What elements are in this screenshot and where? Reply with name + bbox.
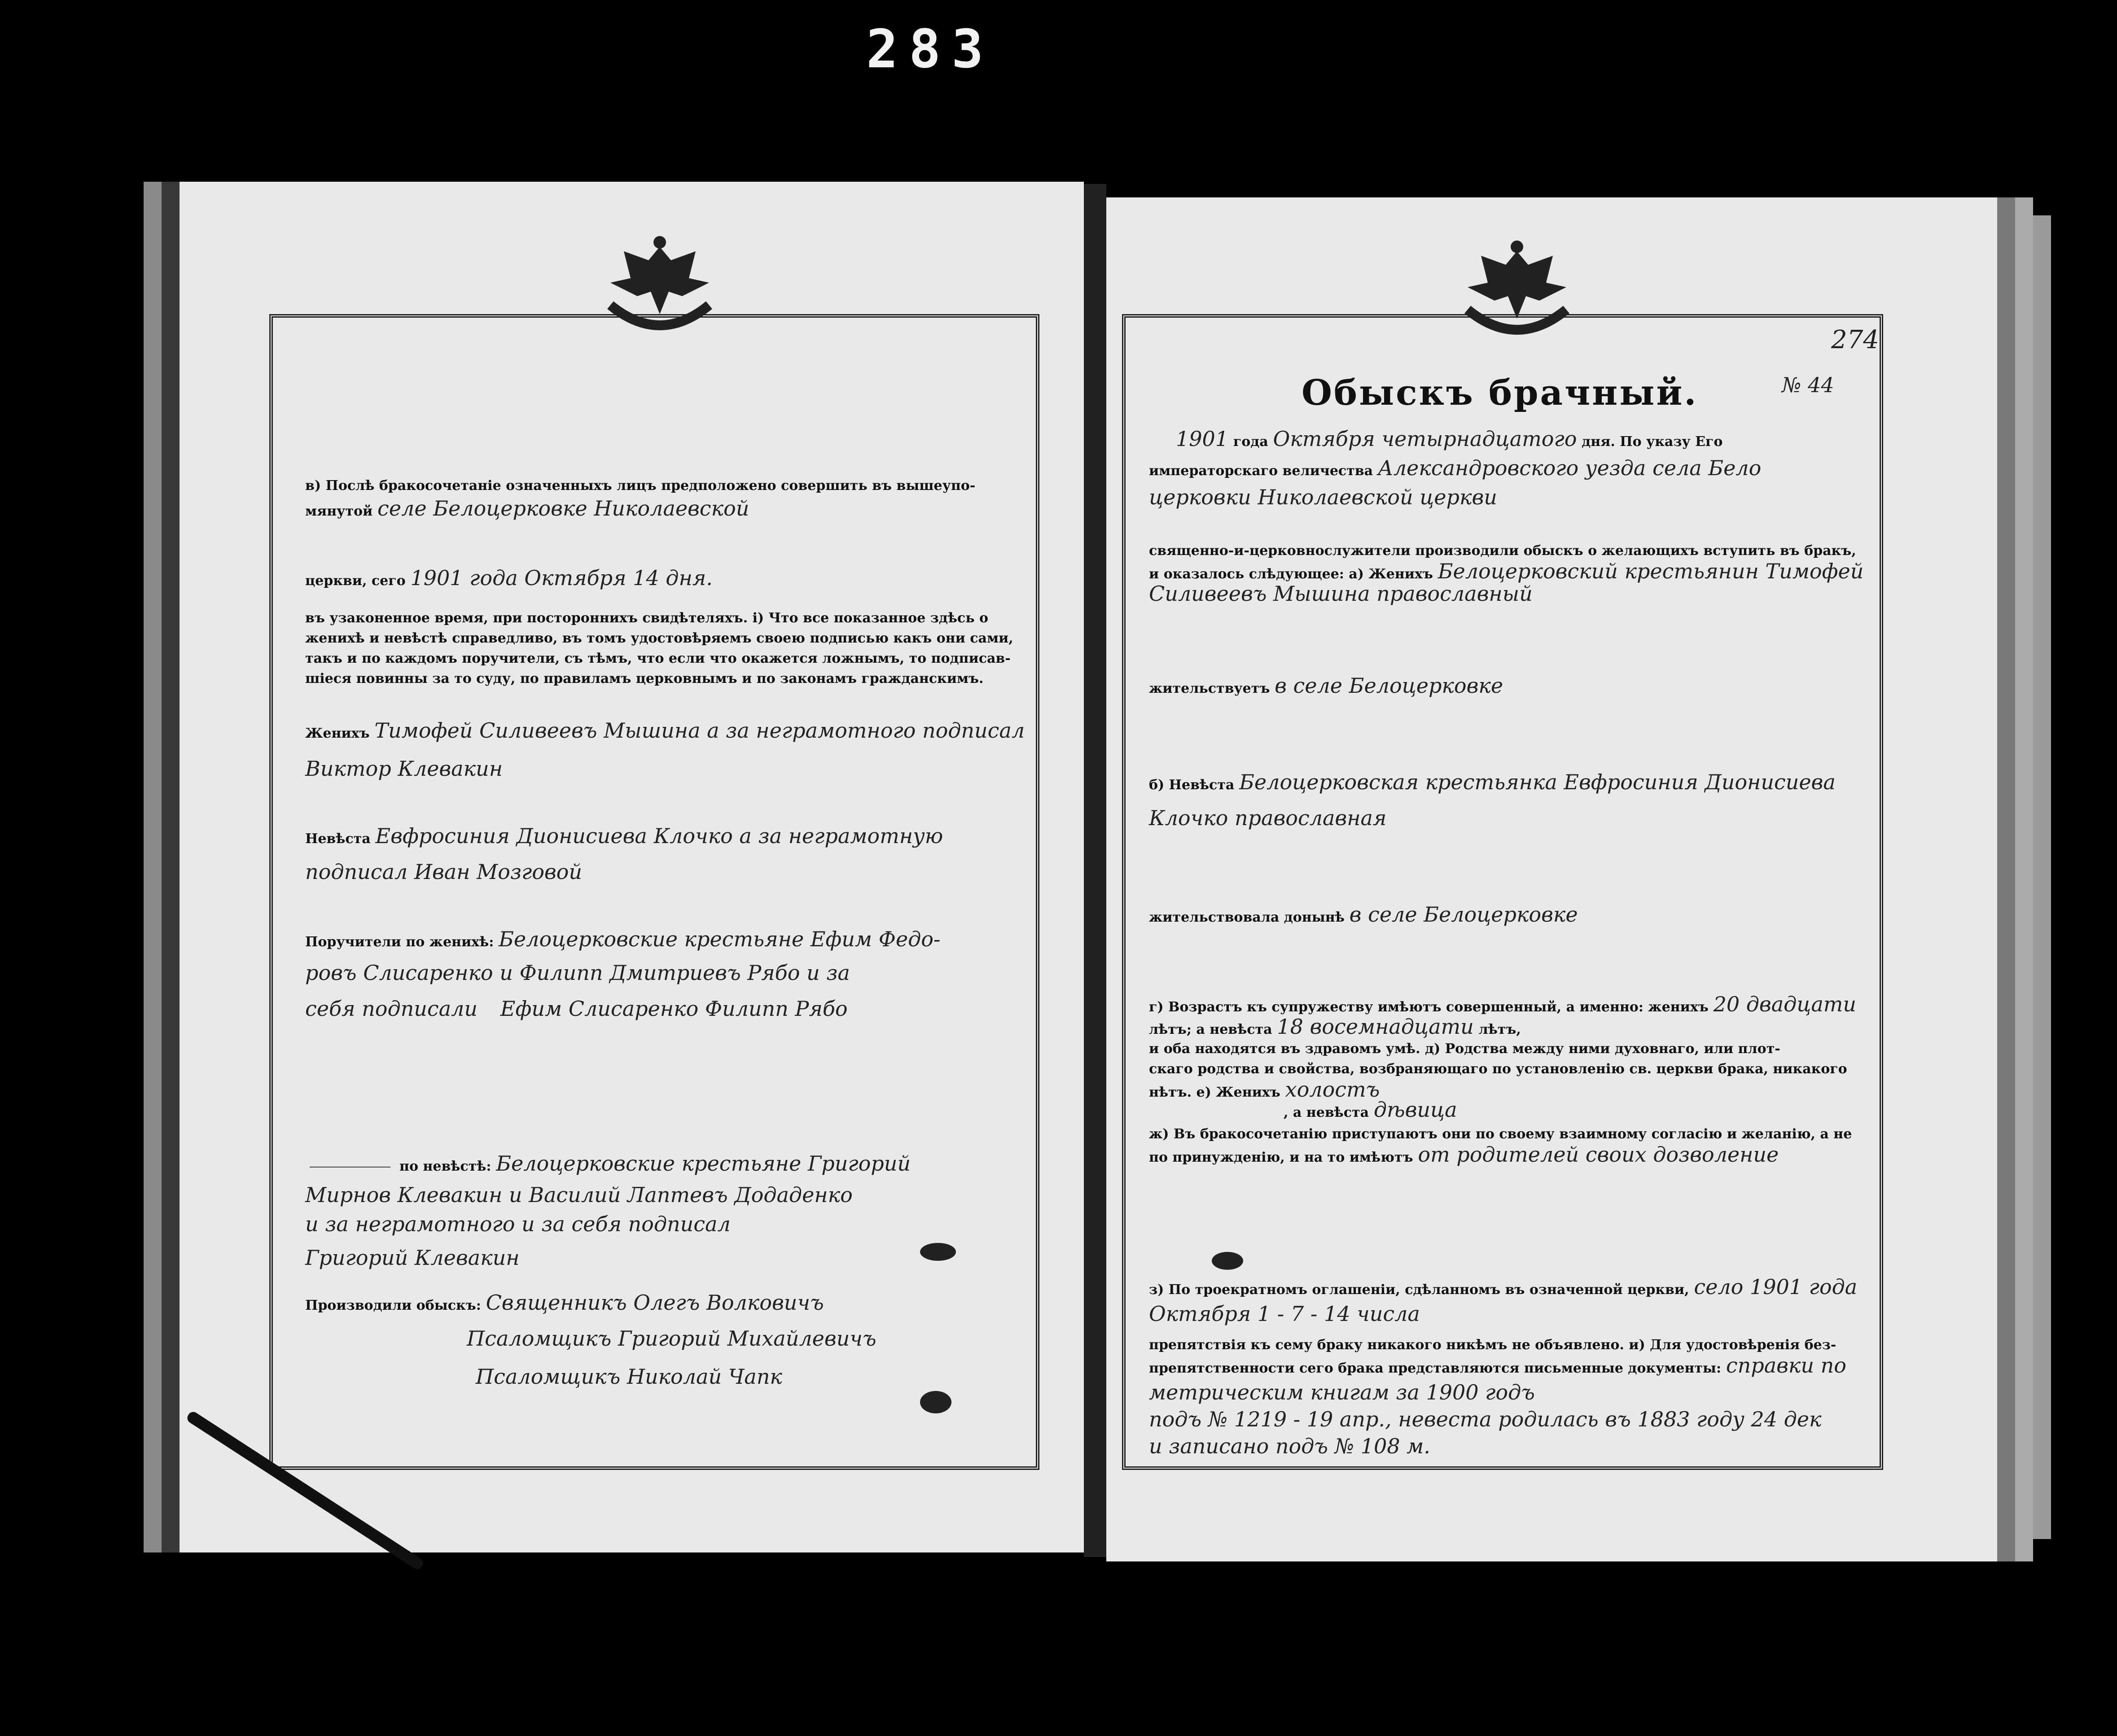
guarantors-groom-line xyxy=(305,929,940,953)
guarantors-bride-sig: Григорий Клевакин xyxy=(305,1246,520,1270)
documents-hand: справки по xyxy=(1726,1353,1846,1377)
documents-hand-4: и записано подъ № 108 м. xyxy=(1149,1434,1430,1458)
eagle-icon xyxy=(592,229,727,345)
record-number: № 44 xyxy=(1782,373,1834,397)
guarantors-groom-hand: Белоцерковские крестьяне Ефим Федо- xyxy=(499,927,941,951)
imperial-eagle-emblem-left xyxy=(592,229,727,345)
groom-label: и оказалось слѣдующее: а) Женихъ xyxy=(1149,566,1433,582)
church-date-hand: 1901 года Октября 14 дня. xyxy=(410,566,713,590)
banns-line xyxy=(1149,1277,1857,1300)
guarantors-groom-label: Поручители по женихѣ: xyxy=(305,934,494,950)
right-line-2 xyxy=(1149,458,1761,481)
guarantors-groom-sig: Ефим Слисаренко Филипп Рябо xyxy=(500,997,848,1021)
bride-status-line xyxy=(1284,1099,1457,1123)
decree-label: дня. По указу Его xyxy=(1582,434,1723,450)
guarantors-groom-sig-line xyxy=(305,998,848,1021)
bride-residence-line xyxy=(1149,904,1578,928)
book-right-edge xyxy=(1997,215,2051,1539)
bride-status-hand: дѣвица xyxy=(1373,1098,1457,1122)
conducted-label: Производили обыскъ: xyxy=(305,1298,481,1313)
year-label: года xyxy=(1233,434,1268,450)
banns-label: з) По троекратномъ оглашеніи, сдѣланномъ въ означенной церкви, xyxy=(1149,1282,1689,1298)
page-number: 274 xyxy=(1831,325,1879,354)
guarantors-bride-line xyxy=(399,1153,911,1177)
folio-number: 283 xyxy=(866,18,995,80)
date-hand: Октября четырнадцатого xyxy=(1273,427,1577,451)
groom-hand-2: Силивеевъ Мышина православный xyxy=(1149,582,1533,606)
witness-text-1: въ узаконенное время, при постороннихъ свидѣтеляхъ. і) Что все показанное здѣсь о xyxy=(305,610,989,626)
bride-sig-hand-2: подписал Иван Мозговой xyxy=(305,860,582,884)
age-line-2 xyxy=(1149,1016,1521,1040)
conducted-line xyxy=(305,1292,824,1316)
health-text: и оба находятся въ здравомъ умѣ. д) Родства между ними духовнаго, или плот- xyxy=(1149,1041,1780,1057)
eagle-icon xyxy=(1450,233,1584,350)
witness-text-4: шіеся повинны за то суду, по правиламъ церковнымъ и по законамъ гражданскимъ. xyxy=(305,671,984,687)
ink-blot xyxy=(1212,1252,1243,1270)
groom-signature-line xyxy=(305,720,1025,744)
conducted-hand-2: Псаломщикъ Григорий Михайлевичъ xyxy=(467,1326,877,1351)
ink-blot xyxy=(920,1391,951,1413)
para-v-label: мянутой xyxy=(305,503,373,519)
impediment-text: препятствія къ сему браку никакого никѣмъ не объявлено. и) Для удостовѣренія без- xyxy=(1149,1337,1836,1353)
consent-line xyxy=(1149,1144,1779,1168)
clergy-text: священно-и-церковнослужители производили обыскъ о желающихъ вступить въ бракъ, xyxy=(1149,543,1856,559)
guarantors-groom-hand-2: ровъ Слисаренко и Филипп Дмитриевъ Рябо и за xyxy=(305,961,850,985)
residence-line xyxy=(1149,675,1503,699)
bride-sig-hand: Евфросиния Дионисиева Клочко а за неграмотную xyxy=(375,824,943,848)
groom-sig-label: Женихъ xyxy=(305,726,370,741)
district-hand: Александровского уезда села Бело xyxy=(1377,456,1762,480)
book-left-edge xyxy=(148,193,184,1530)
guarantors-bride-hand-3: и за неграмотного и за себя подписал xyxy=(305,1212,731,1236)
right-line-1 xyxy=(1176,429,1723,452)
consent-text: ж) Въ бракосочетанію приступаютъ они по своему взаимному согласію и желанію, а не xyxy=(1149,1126,1852,1142)
groom-hand: Белоцерковский крестьянин Тимофей xyxy=(1438,559,1864,583)
para-v-line-2 xyxy=(305,498,749,522)
bride-status-label: , а невѣста xyxy=(1284,1105,1369,1120)
groom-sig-hand-2: Виктор Клевакин xyxy=(305,756,503,781)
witness-text-3: такъ и по каждомъ поручители, съ тѣмъ, что если что окажется ложнымъ, то подписав- xyxy=(305,651,1011,666)
guarantors-groom-hand-3: себя подписали xyxy=(305,997,478,1021)
majesty-label: императорскаго величества xyxy=(1149,463,1373,479)
guarantors-bride-hand-2: Мирнов Клевакин и Василий Лаптевъ Додаденко xyxy=(305,1183,853,1207)
groom-status-hand: холостъ xyxy=(1285,1077,1380,1102)
consent-hand: от родителей своих дозволение xyxy=(1418,1142,1779,1167)
banns-hand-2: Октября 1 - 7 - 14 числа xyxy=(1149,1302,1420,1326)
ink-blot xyxy=(920,1243,956,1261)
para-v-text: в) Послѣ бракосочетаніе означенныхъ лицъ предположено совершить въ вышеупо- xyxy=(305,478,976,494)
guarantors-bride-hand: Белоцерковские крестьяне Григорий xyxy=(496,1151,911,1176)
witness-text-2: женихѣ и невѣстѣ справедливо, въ томъ удостовѣряемъ своею подписью какъ они сами, xyxy=(305,630,1013,646)
bride-signature-line xyxy=(305,826,943,849)
documents-line xyxy=(1149,1355,1846,1379)
church-date-line xyxy=(305,568,713,591)
documents-hand-3: подъ № 1219 - 19 апр., невеста родилась въ 1883 году 24 дек xyxy=(1149,1407,1822,1431)
guarantors-bride-label: по невѣстѣ: xyxy=(399,1159,491,1174)
documents-label: препятственности сего брака представляются письменные документы: xyxy=(1149,1360,1722,1376)
bride-residence-hand: в селе Белоцерковке xyxy=(1349,902,1578,927)
bride-sig-label: Невѣста xyxy=(305,831,371,847)
conducted-hand-3: Псаломщикъ Николай Чапк xyxy=(476,1364,782,1389)
groom-status-label: нѣтъ. е) Женихъ xyxy=(1149,1084,1280,1100)
residence-hand: в селе Белоцерковке xyxy=(1275,673,1503,698)
book-gutter xyxy=(1084,184,1106,1557)
consent-label: по принужденію, и на то имѣютъ xyxy=(1149,1150,1413,1165)
para-v-hand: селе Белоцерковке Николаевской xyxy=(377,496,749,520)
bride-line xyxy=(1149,772,1836,796)
documents-hand-2: метрическим книгам за 1900 годъ xyxy=(1149,1380,1535,1404)
bride-hand: Белоцерковская крестьянка Евфросиния Дионисиева xyxy=(1239,770,1836,794)
groom-sig-hand: Тимофей Силивеевъ Мышина а за неграмотного подписал xyxy=(374,718,1025,743)
health-text-2: скаго родства и свойства, возбраняющаго по установленію св. церкви брака, никакого xyxy=(1149,1061,1847,1077)
age-groom-hand: 20 двадцати xyxy=(1713,992,1857,1016)
dash-line xyxy=(310,1167,390,1168)
age-years-label: лѣтъ, xyxy=(1478,1022,1521,1037)
imperial-eagle-emblem-right xyxy=(1450,233,1584,350)
conducted-hand: Священникъ Олегъ Волковичъ xyxy=(486,1290,824,1315)
year-hand: 1901 xyxy=(1176,427,1229,451)
page-title: Обыскъ брачный. xyxy=(1302,372,1698,413)
age-label: г) Возрастъ къ супружеству имѣютъ совершенный, а именно: женихъ xyxy=(1149,999,1709,1015)
age-line xyxy=(1149,994,1856,1018)
church-label: церкви, сего xyxy=(305,573,406,589)
age-bride-hand: 18 восемнадцати xyxy=(1277,1014,1474,1039)
banns-hand: село 1901 года xyxy=(1694,1275,1858,1299)
residence-label: жительствуетъ xyxy=(1149,681,1270,696)
age-bride-label: лѣтъ; а невѣста xyxy=(1149,1022,1272,1037)
bride-residence-label: жительствовала донынѣ xyxy=(1149,910,1345,925)
church-hand: церковки Николаевской церкви xyxy=(1149,485,1497,509)
bride-label: б) Невѣста xyxy=(1149,777,1235,793)
bride-hand-2: Клочко православная xyxy=(1149,806,1387,830)
